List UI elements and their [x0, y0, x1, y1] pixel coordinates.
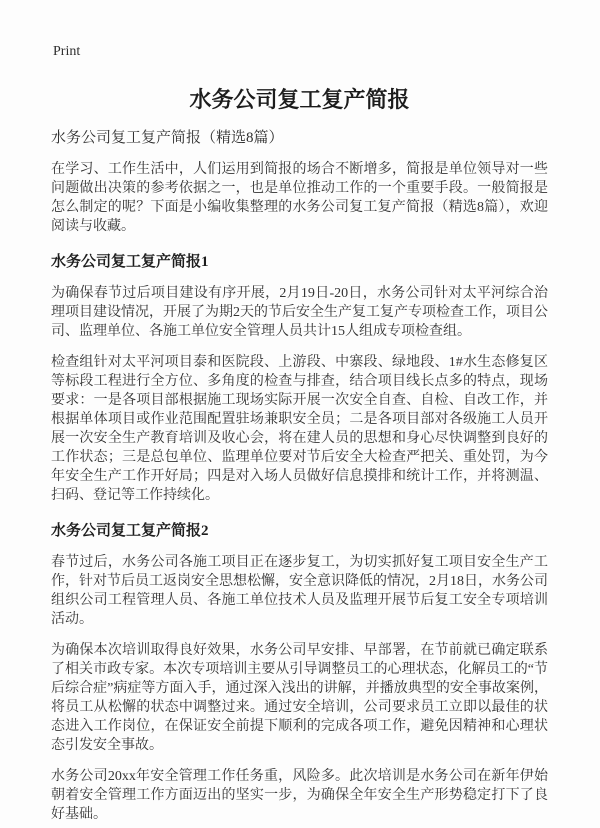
print-link[interactable]: Print: [53, 44, 81, 59]
section-1: [51, 253, 548, 505]
intro-paragraph: 在学习、工作生活中，人们运用到简报的场合不断增多，简报是单位领导对一些问题做出决策的参考依据之一，也是单位推动工作的一个重要手段。一般简报是怎么制定的呢？下面是小编收集整理的水务公司复工复产简报（精选8篇），欢迎阅读与收藏。: [51, 162, 548, 234]
section-2-paragraph-2: 为确保本次培训取得良好效果，水务公司早安排、早部署，在节前就已确定联系了相关市政专家。本次专项培训主要从引导调整员工的心理状态，化解员工的“节后综合症”病症等方面入手，通过深入浅出的讲解，并播放典型的安全事故案例，将员工从松懈的状态中调整过来。通过安全培训，公司要求员工立即以最佳的状态进入工作岗位，在保证安全前提下顺利的完成各项工作，避免因精神和心理状态引发安全事故。: [51, 643, 548, 753]
section-2-paragraph-1: 春节过后，水务公司各施工项目正在逐步复工，为切实抓好复工项目安全生产工作，针对节后员工返岗安全思想松懈，安全意识降低的情况，2月18日，水务公司组织公司工程管理人员、各施工单位技术人员及监理开展节后复工安全专项培训活动。: [51, 555, 548, 627]
section-1-paragraph-2: 检查组针对太平河项目泰和医院段、上游段、中寨段、绿地段、1#水生态修复区等标段工程进行全方位、多角度的检查与排查，结合项目线长点多的特点，现场要求：一是各项目部根据施工现场实际开展一次安全自查、自检、自改工作，并根据单体项目或作业范围配置驻场兼职安全员；二是各项目部对各级施工人员开展一次安全生产教育培训及收心会，将在建人员的思想和身心尽快调整到良好的工作状态；三是总包单位、监理单位要对节后安全大检查严把关、重处罚，为今年安全生产工作开好局；四是对入场人员做好信息摸排和统计工作，并将测温、扫码、登记等工作持续化。: [51, 355, 548, 503]
section-2-paragraph-3: 水务公司20xx年安全管理工作任务重，风险多。此次培训是水务公司在新年伊始朝着安全管理工作方面迈出的坚实一步，为确保全年安全生产形势稳定打下了良好基础。: [51, 769, 548, 822]
section-2: [51, 522, 548, 824]
page-title: 水务公司复工复产简报: [189, 87, 410, 112]
doc-subtitle: 水务公司复工复产简报（精选8篇）: [51, 130, 284, 146]
section-2-heading: 水务公司复工复产简报2: [51, 523, 209, 539]
section-1-heading: 水务公司复工复产简报1: [51, 254, 209, 270]
section-1-paragraph-1: 为确保春节过后项目建设有序开展，2月19日-20日，水务公司针对太平河综合治理项目建设情况，开展了为期2天的节后安全生产复工复产专项检查工作，项目公司、监理单位、各施工单位安全管理人员共计15人组成专项检查组。: [51, 286, 548, 339]
